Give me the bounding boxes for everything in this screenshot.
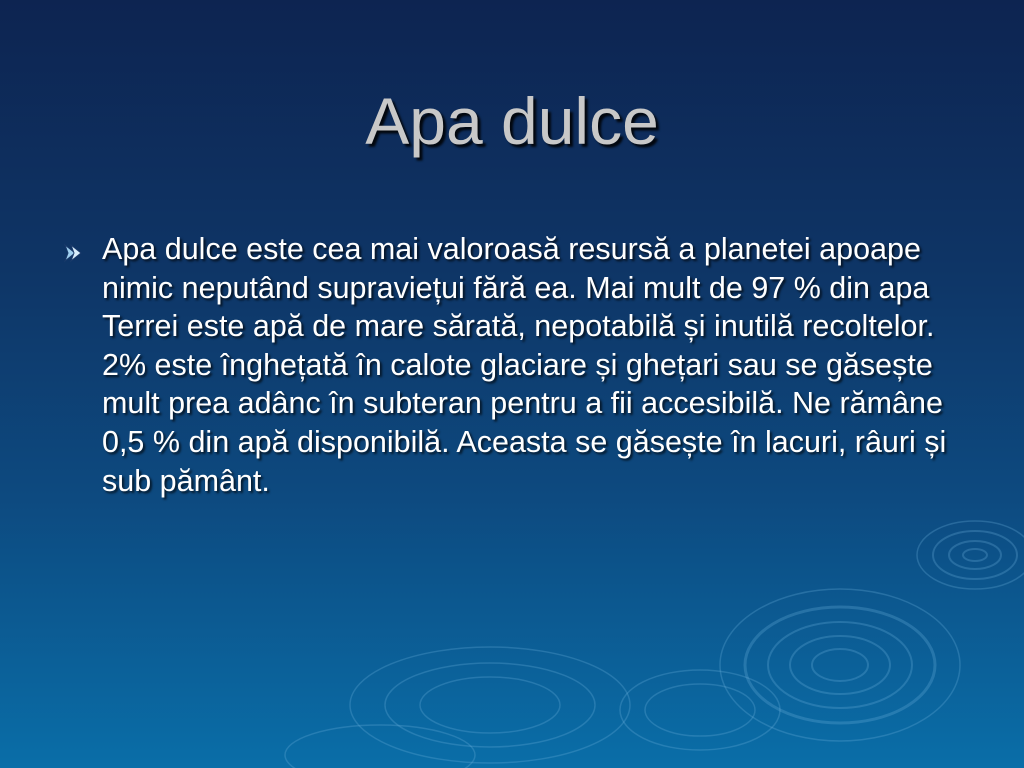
bullet-text: Apa dulce este cea mai valoroasă resursă a planetei apoape nimic neputând supraviețui fără ea. Mai mult de 97 % din apa Terrei este apă de mare sărată, nepotabilă și inutilă recoltelor. 2% este înghețată în calote glaciare și ghețari sau se găsește mult prea adânc în subteran pentru a fii accesibilă. Ne rămâne 0,5 % din apă disponibilă. Aceasta se găsește în lacuri, râuri și sub pământ. [102, 232, 947, 498]
slide-title: Apa dulce [365, 84, 659, 158]
chevron-bullet-icon [62, 242, 84, 264]
